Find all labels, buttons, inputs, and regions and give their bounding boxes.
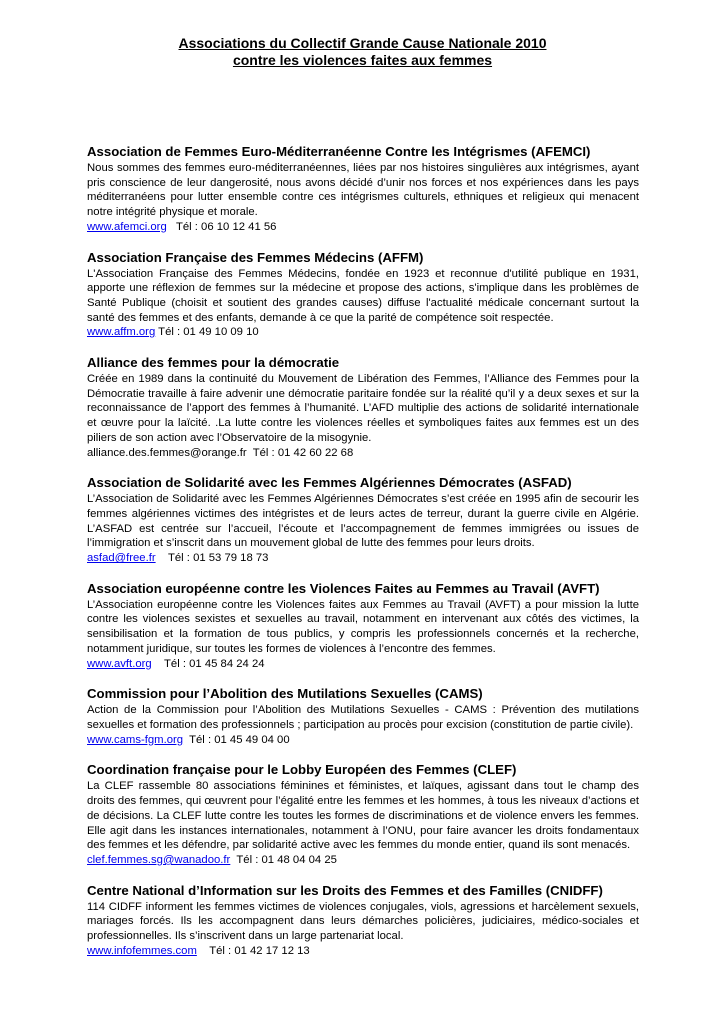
association-heading: Commission pour l’Abolition des Mutilations Sexuelles (CAMS)	[87, 686, 483, 702]
association-description: L’Association européenne contre les Violences faites aux Femmes au Travail (AVFT) a pour mission la lutte contre les violences sexistes et sexuelles au travail, notamment en intervenant aux côtés des victimes, la sensibilisation et la formation de tous publics, y compris les professionnels concernés et la recherche, notamment juridique, sur toutes les formes de violences à l’encontre des femmes.	[87, 598, 639, 655]
association-description: L’Association de Solidarité avec les Femmes Algériennes Démocrates s’est créée en 1995 afin de secourir les femmes algériennes victimes des intégristes et de leurs actes de terreur, durant la guerre civile en Algérie. L’ASFAD est centrée sur l’accueil, l’écoute et l’accompagnement de femmes immigrées ou issues de l’immigration et s’inscrit dans un mouvement global de lutte des femmes pour leurs droits.	[87, 493, 639, 550]
association-clef	[87, 761, 639, 867]
association-cams	[87, 685, 639, 747]
association-heading: Association européenne contre les Violences Faites au Femmes au Travail (AVFT)	[87, 580, 600, 596]
association-afemci	[87, 143, 639, 235]
title-line-2: contre les violences faites aux femmes	[232, 52, 493, 68]
association-contact	[87, 657, 639, 672]
website-link[interactable]: www.cams-fgm.org	[87, 733, 184, 746]
association-description: Nous sommes des femmes euro-méditerranéennes, liées par nos histoires singulières aux intégrismes, ayant pris conscience de leur dangerosité, nous avons décidé d’unir nos forces et nos expériences dans les pays méditerranéens pour lutter ensemble contre ces intégrismes culturels, ethniques et religieux qui menacent notre intégrité physique et morale.	[87, 162, 639, 219]
association-contact	[87, 853, 639, 868]
association-contact	[87, 733, 639, 748]
association-asfad	[87, 474, 639, 566]
association-contact	[87, 220, 639, 235]
phone-text: Tél : 06 10 12 41 56	[166, 220, 277, 233]
association-heading: Association Française des Femmes Médecins (AFFM)	[87, 249, 424, 265]
document-title	[0, 35, 725, 69]
association-list	[87, 143, 639, 972]
association-contact	[87, 944, 639, 959]
phone-text: Tél : 01 53 79 18 73	[155, 552, 269, 565]
association-heading: Association de Solidarité avec les Femmes Algériennes Démocrates (ASFAD)	[87, 475, 572, 491]
association-contact	[87, 446, 639, 461]
association-contact	[87, 325, 639, 340]
phone-text: Tél : 01 42 17 12 13	[196, 944, 310, 957]
email-link[interactable]: asfad@free.fr	[87, 552, 156, 565]
email-link[interactable]: clef.femmes.sg@wanadoo.fr	[87, 853, 231, 866]
association-heading: Coordination française pour le Lobby Européen des Femmes (CLEF)	[87, 762, 517, 778]
website-link[interactable]: www.afemci.org	[87, 220, 167, 233]
website-link[interactable]: www.avft.org	[87, 657, 152, 670]
phone-text: Tél : 01 48 04 04 25	[230, 853, 337, 866]
association-cnidff	[87, 882, 639, 959]
phone-text: Tél : 01 45 49 04 00	[183, 733, 290, 746]
association-description: Action de la Commission pour l’Abolition des Mutilations Sexuelles - CAMS : Prévention des mutilations sexuelles et formation des professionnels ; participation au procès pour excision (constitution de partie civile).	[87, 704, 639, 731]
phone-text: Tél : 01 49 10 09 10	[155, 326, 259, 339]
association-contact	[87, 551, 639, 566]
association-afd	[87, 354, 639, 460]
association-description: L'Association Française des Femmes Médecins, fondée en 1923 et reconnue d'utilité publique en 1931, apporte une réflexion de femmes sur la médecine et propose des actions, s'implique dans les problèmes de Santé Publique (choisit et soutient des grandes causes) diffuse l'actualité médicale concernant surtout la santé des femmes et des enfants, demande à ce que la parité de compétence soit respectée.	[87, 267, 639, 324]
association-description: Créée en 1989 dans la continuité du Mouvement de Libération des Femmes, l’Alliance des Femmes pour la Démocratie travaille à faire advenir une démocratie paritaire fondée sur la réalité qu’il y a deux sexes et sur la reconnaissance de l’apport des femmes à l’humanité. L’AFD multiplie des actions de solidarité internationale et œuvre pour la laïcité. .La lutte contre les violences réelles et symboliques faites aux femmes est un des piliers de son action avec l’Observatoire de la misogynie.	[87, 373, 639, 444]
website-link[interactable]: www.infofemmes.com	[87, 944, 197, 957]
association-affm	[87, 249, 639, 341]
title-line-1: Associations du Collectif Grande Cause Nationale 2010	[178, 35, 547, 51]
email-and-phone-text: alliance.des.femmes@orange.fr Tél : 01 42 60 22 68	[87, 446, 354, 459]
association-avft	[87, 580, 639, 672]
website-link[interactable]: www.affm.org	[87, 326, 156, 339]
association-description: 114 CIDFF informent les femmes victimes de violences conjugales, viols, agressions et harcèlement sexuels, mariages forcés. Ils les accompagnent dans leurs démarches policières, judiciaires, médico-sociales et professionnelles. Ils s’inscrivent dans un large partenariat local.	[87, 900, 639, 943]
association-description: La CLEF rassemble 80 associations féminines et féministes, et laïques, agissant dans tout le champ des droits des femmes, qui œuvrent pour l’égalité entre les femmes et les hommes, à tous les niveaux d’actions et de décisions. La CLEF lutte contre les toutes les formes de discriminations et de violence envers les femmes. Elle agit dans les instances internationales, notamment à l’ONU, pour faire avancer les droits fondamentaux des femmes et les défendre, par solidarité active avec les femmes du monde entier, quand ils sont menacés.	[87, 780, 639, 852]
association-heading: Centre National d’Information sur les Droits des Femmes et des Familles (CNIDFF)	[87, 882, 603, 898]
association-heading: Association de Femmes Euro-Méditerranéenne Contre les Intégrismes (AFEMCI)	[87, 144, 591, 159]
association-heading: Alliance des femmes pour la démocratie	[87, 355, 340, 371]
phone-text: Tél : 01 45 84 24 24	[151, 657, 265, 670]
